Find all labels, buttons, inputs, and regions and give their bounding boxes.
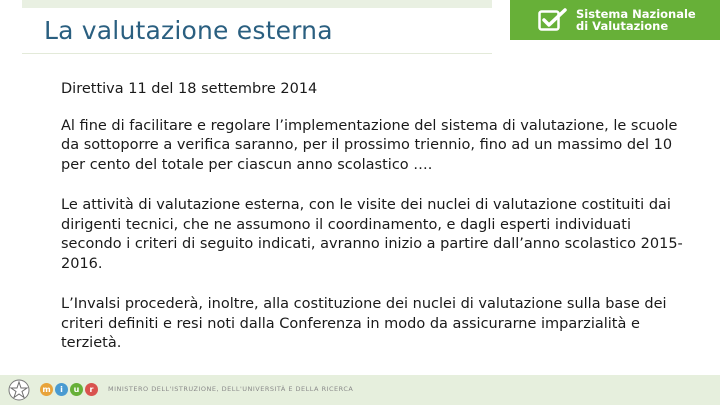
ministry-name: MINISTERO DELL'ISTRUZIONE, DELL'UNIVERSITÀ E DELLA RICERCA bbox=[108, 385, 354, 393]
miur-letter-u: u bbox=[70, 383, 83, 396]
miur-letter-m: m bbox=[40, 383, 53, 396]
check-box-icon bbox=[538, 8, 568, 32]
page-title: La valutazione esterna bbox=[44, 16, 333, 45]
paragraph-2: Le attività di valutazione esterna, con le visite dei nuclei di valutazione costituiti dai dirigenti tecnici, che ne assumono il coordinamento, e dagli esperti individuati secondo i criteri di seguito indicati, avranno inizio a partire dall’anno scolastico 2015-2016. bbox=[61, 197, 683, 272]
logo-text bbox=[576, 8, 696, 32]
paragraph-1: Al fine di facilitare e regolare l’implementazione del sistema di valutazione, le scuole da sottoporre a verifica saranno, per il prossimo triennio, fino ad un massimo del 10 per cento del totale per ciascun anno scolastico …. bbox=[61, 117, 678, 173]
paragraph-3: L’Invalsi procederà, inoltre, alla costituzione dei nuclei di valutazione sulla base dei criteri definiti e resi noti dalla Conferenza in modo da assicurarne imparzialità e terzietà. bbox=[61, 296, 667, 351]
directive-heading: Direttiva 11 del 18 settembre 2014 bbox=[61, 81, 318, 97]
title-divider bbox=[22, 53, 492, 54]
slide-body bbox=[61, 80, 686, 354]
snv-logo bbox=[510, 0, 720, 40]
logo-line-2: di Valutazione bbox=[576, 19, 669, 33]
logo-line-1: Sistema Nazionale bbox=[576, 7, 696, 21]
header-accent-bar bbox=[22, 0, 492, 8]
miur-letter-i: i bbox=[55, 383, 68, 396]
miur-letter-r: r bbox=[85, 383, 98, 396]
italian-republic-emblem-icon bbox=[8, 379, 30, 401]
footer-bar bbox=[0, 375, 720, 405]
miur-logo bbox=[40, 383, 98, 396]
